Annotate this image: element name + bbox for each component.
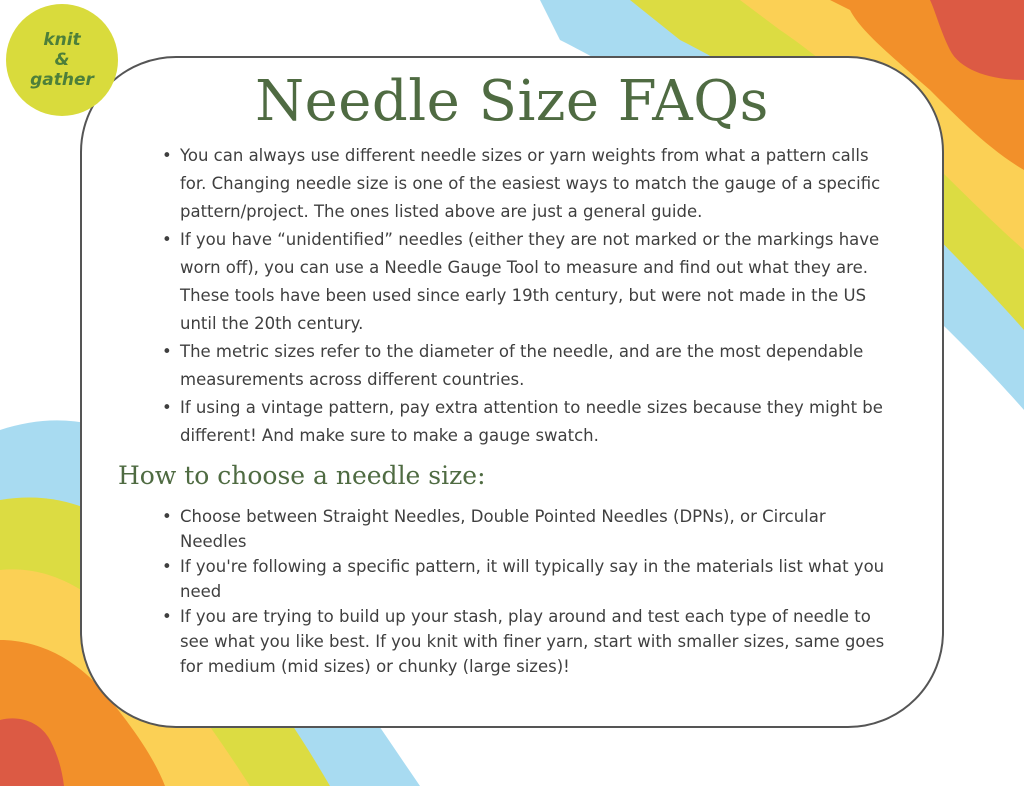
logo-line-ampersand: & [54, 50, 70, 70]
choose-item: • If you're following a specific pattern, it will typically say in the materials list what you need [180, 554, 890, 604]
faq-item: • The metric sizes refer to the diameter of the needle, and are the most dependable measurements across different countries. [180, 338, 900, 394]
section-heading: How to choose a needle size: [118, 461, 486, 490]
logo-line-gather: gather [30, 70, 94, 90]
faq-list [180, 142, 900, 450]
faq-item: • You can always use different needle sizes or yarn weights from what a pattern calls for. Changing needle size is one of the easiest ways to match the gauge of a specific pattern/project. The ones listed above are just a general guide. [180, 142, 900, 226]
page-title: Needle Size FAQs [255, 69, 769, 134]
choose-item: • Choose between Straight Needles, Double Pointed Needles (DPNs), or Circular Needles [180, 504, 890, 554]
choose-needle-list [180, 504, 890, 679]
faq-item: • If using a vintage pattern, pay extra attention to needle sizes because they might be different! And make sure to make a gauge swatch. [180, 394, 900, 450]
logo-line-knit: knit [43, 30, 81, 50]
faq-item: • If you have “unidentified” needles (either they are not marked or the markings have worn off), you can use a Needle Gauge Tool to measure and find out what they are. These tools have been used since early 19th century, but were not made in the US until the 20th century. [180, 226, 900, 338]
choose-item: • If you are trying to build up your stash, play around and test each type of needle to see what you like best. If you knit with finer yarn, start with smaller sizes, same goes for medium (mid sizes) or chunky (large sizes)! [180, 604, 890, 679]
